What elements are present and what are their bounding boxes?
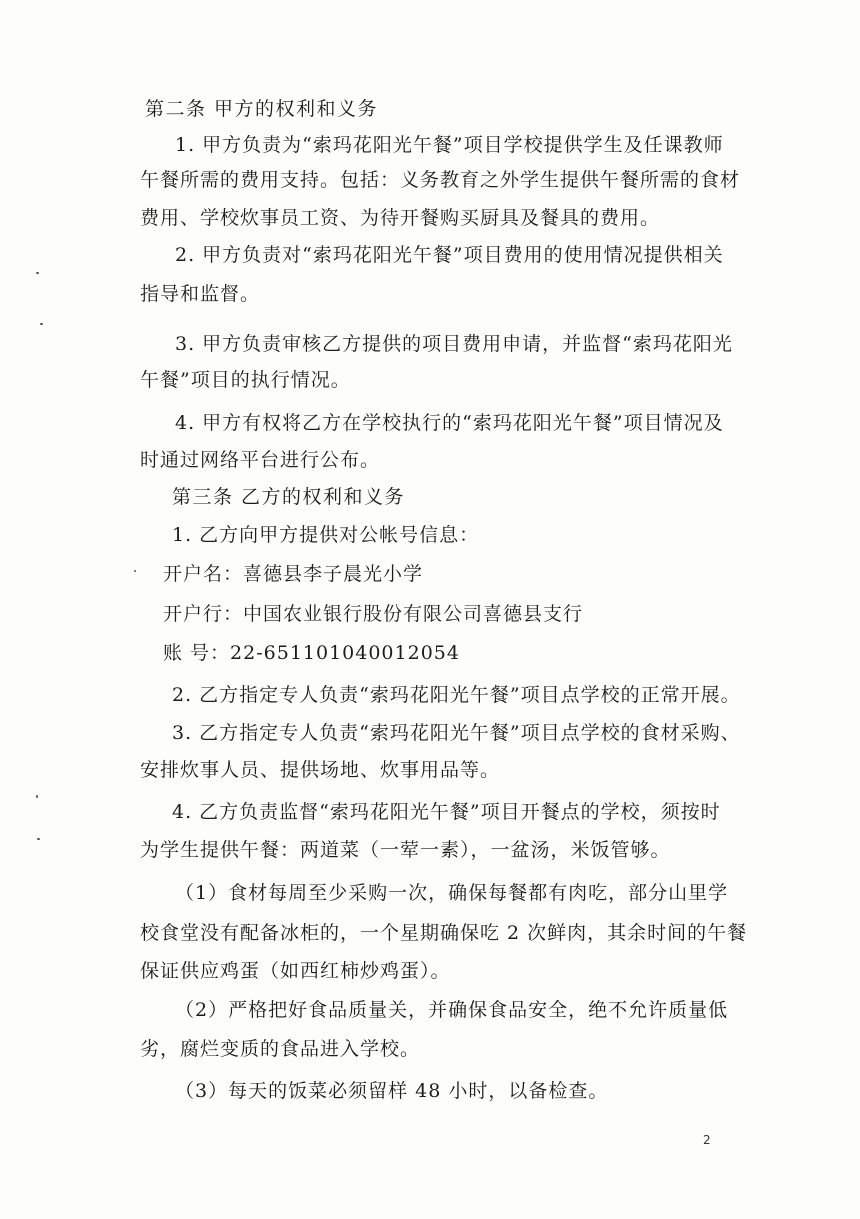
scan-speck: [134, 570, 136, 572]
sub-item-1-cont: 保证供应鸡蛋（如西红柿炒鸡蛋）。: [140, 960, 451, 982]
article-2-clause-4-cont: 时通过网络平台进行公布。: [140, 449, 381, 471]
article-3-clause-2: 2. 乙方指定专人负责“索玛花阳光午餐”项目点学校的正常开展。: [172, 684, 741, 706]
sub-item-3: （3）每天的饭菜必须留样 48 小时，以备检查。: [175, 1080, 609, 1102]
article-2-clause-3: 3. 甲方负责审核乙方提供的项目费用申请，并监督“索玛花阳光: [175, 333, 733, 355]
article-3-clause-1: 1. 乙方向甲方提供对公帐号信息：: [172, 524, 480, 546]
article-2-clause-1-cont: 费用、学校炊事员工资、为待开餐购买厨具及餐具的费用。: [140, 207, 661, 229]
article-3-clause-4: 4. 乙方负责监督“索玛花阳光午餐”项目开餐点的学校，须按时: [172, 801, 721, 823]
sub-item-1: （1）食材每周至少采购一次，确保每餐都有肉吃，部分山里学: [175, 882, 729, 904]
article-2-clause-1-cont: 午餐所需的费用支持。包括：义务教育之外学生提供午餐所需的食材: [140, 169, 741, 191]
article-2-clause-4: 4. 甲方有权将乙方在学校执行的“索玛花阳光午餐”项目情况及: [175, 412, 724, 434]
page-number: 2: [703, 1133, 711, 1147]
account-name: 开户名：喜德县李子晨光小学: [163, 563, 424, 585]
scan-speck: [37, 838, 40, 840]
article-2-heading: 第二条 甲方的权利和义务: [145, 98, 379, 120]
article-3-heading: 第三条 乙方的权利和义务: [172, 486, 406, 508]
article-2-clause-2-cont: 指导和监督。: [140, 283, 261, 305]
scan-speck: [36, 795, 38, 798]
article-3-clause-4-cont: 为学生提供午餐：两道菜（一荤一素），一盆汤，米饭管够。: [140, 839, 671, 861]
article-2-clause-3-cont: 午餐”项目的执行情况。: [140, 369, 351, 391]
scan-speck: [40, 323, 43, 325]
account-bank: 开户行：中国农业银行股份有限公司喜德县支行: [163, 603, 584, 625]
article-3-clause-3-cont: 安排炊事人员、提供场地、炊事用品等。: [140, 759, 501, 781]
sub-item-1-cont: 校食堂没有配备冰柜的，一个星期确保吃 2 次鲜肉，其余时间的午餐: [140, 922, 748, 944]
account-number: 账 号：22-651101040012054: [163, 642, 460, 664]
sub-item-2: （2）严格把好食品质量关，并确保食品安全，绝不允许质量低: [175, 999, 729, 1021]
article-2-clause-2: 2. 甲方负责对“索玛花阳光午餐”项目费用的使用情况提供相关: [175, 244, 724, 266]
article-3-clause-3: 3. 乙方指定专人负责“索玛花阳光午餐”项目点学校的食材采购、: [172, 722, 741, 744]
scan-speck: [36, 272, 39, 274]
article-2-clause-1: 1. 甲方负责为“索玛花阳光午餐”项目学校提供学生及任课教师: [175, 134, 724, 156]
sub-item-2-cont: 劣，腐烂变质的食品进入学校。: [140, 1038, 421, 1060]
